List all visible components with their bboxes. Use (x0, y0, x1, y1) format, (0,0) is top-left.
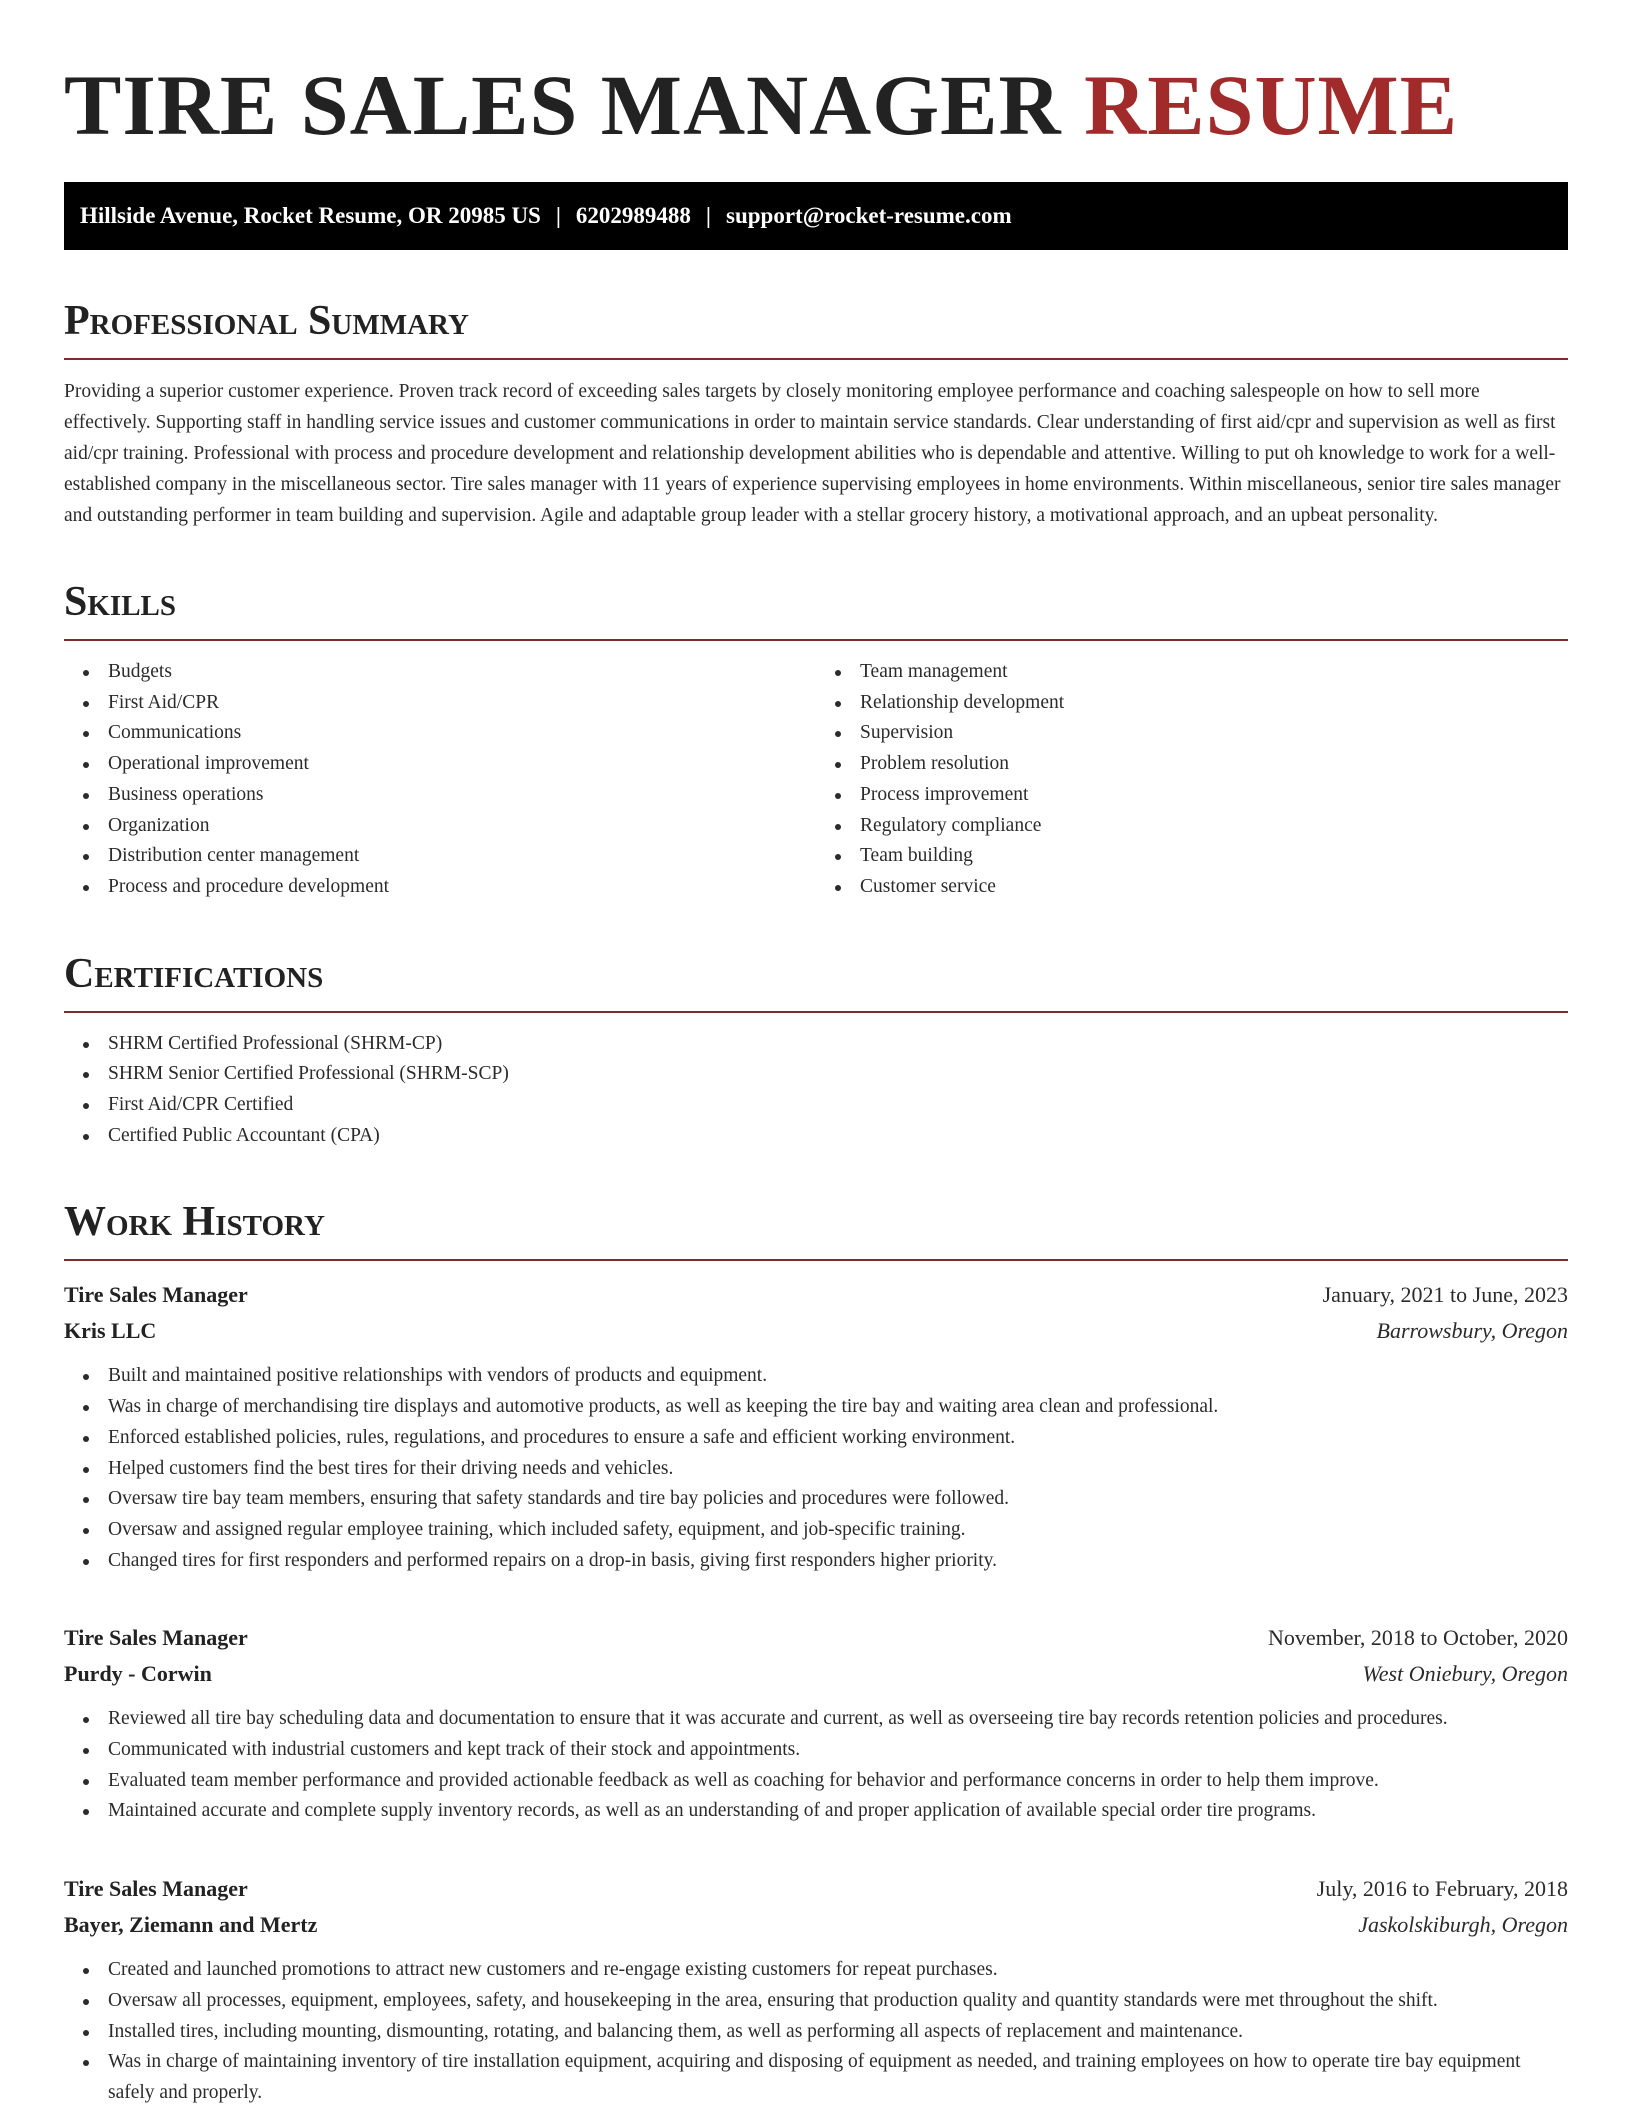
certification-item: SHRM Certified Professional (SHRM-CP) (64, 1029, 1568, 1060)
resume-title (64, 57, 1568, 153)
job-duties (64, 1361, 1568, 1576)
skill-item: Process and procedure development (64, 872, 816, 903)
contact-separator: | (555, 203, 561, 228)
job-duty-item: Maintained accurate and complete supply inventory records, as well as an understanding of and proper application of available special order tire programs. (64, 1796, 1568, 1827)
title-accent: RESUME (1084, 57, 1459, 153)
job-company: Kris LLC (64, 1318, 157, 1344)
title-main: TIRE SALES MANAGER (64, 57, 1062, 153)
skill-item: Operational improvement (64, 749, 816, 780)
skill-item: Budgets (64, 657, 816, 688)
job-duty-item: Was in charge of merchandising tire displays and automotive products, as well as keeping the tire bay and waiting area clean and professional. (64, 1392, 1568, 1423)
job-duty-item: Installed tires, including mounting, dismounting, rotating, and balancing them, as well as performing all aspects of replacement and maintenance. (64, 2017, 1568, 2048)
job-duty-item: Oversaw tire bay team members, ensuring that safety standards and tire bay policies and procedures were followed. (64, 1484, 1568, 1515)
work-history-heading: Work History (64, 1199, 325, 1246)
contact-address: Hillside Avenue, Rocket Resume, OR 20985 US (80, 203, 541, 228)
contact-email: support@rocket-resume.com (726, 203, 1012, 228)
section-divider (64, 639, 1568, 641)
certifications-section (64, 950, 1568, 1152)
skill-item: Process improvement (816, 780, 1568, 811)
certification-item: SHRM Senior Certified Professional (SHRM-SCP) (64, 1059, 1568, 1090)
section-divider (64, 358, 1568, 360)
certification-item: First Aid/CPR Certified (64, 1090, 1568, 1121)
contact-bar (64, 182, 1568, 250)
job-subheader (64, 1656, 1568, 1692)
skill-item: First Aid/CPR (64, 688, 816, 719)
job-entry (64, 1277, 1568, 1576)
job-company: Purdy - Corwin (64, 1661, 212, 1687)
job-duty-item: Helped customers find the best tires for their driving needs and vehicles. (64, 1454, 1568, 1485)
skill-item: Team building (816, 841, 1568, 872)
skill-item: Business operations (64, 780, 816, 811)
skills-column-right (816, 657, 1568, 903)
summary-heading: Professional Summary (64, 298, 469, 344)
job-location: Jaskolskiburgh, Oregon (1358, 1912, 1568, 1938)
job-subheader (64, 1907, 1568, 1943)
skill-item: Organization (64, 811, 816, 842)
job-duties (64, 1955, 1568, 2109)
certifications-heading: Certifications (64, 950, 324, 997)
contact-phone: 6202989488 (575, 203, 691, 228)
skill-item: Regulatory compliance (816, 811, 1568, 842)
job-duty-item: Was in charge of maintaining inventory of tire installation equipment, acquiring and disposing of equipment as needed, and training employees on how to operate tire bay equipment safely and properly. (64, 2047, 1568, 2108)
skills-heading: Skills (64, 579, 177, 625)
job-entry (64, 1620, 1568, 1827)
section-divider (64, 1011, 1568, 1013)
job-location: West Oniebury, Oregon (1362, 1661, 1568, 1687)
job-title: Tire Sales Manager (64, 1282, 248, 1308)
skills-grid (64, 657, 1568, 903)
skills-list-right (816, 657, 1568, 903)
job-title: Tire Sales Manager (64, 1625, 248, 1651)
job-duty-item: Reviewed all tire bay scheduling data and documentation to ensure that it was accurate and current, as well as overseeing tire bay records retention policies and procedures. (64, 1704, 1568, 1735)
skill-item: Customer service (816, 872, 1568, 903)
skill-item: Distribution center management (64, 841, 816, 872)
job-duty-item: Evaluated team member performance and provided actionable feedback as well as coaching for behavior and performance concerns in order to help them improve. (64, 1766, 1568, 1797)
job-duties (64, 1704, 1568, 1827)
job-dates: January, 2021 to June, 2023 (1322, 1282, 1568, 1308)
job-duty-item: Created and launched promotions to attract new customers and re-engage existing customers for repeat purchases. (64, 1955, 1568, 1986)
job-duty-item: Built and maintained positive relationships with vendors of products and equipment. (64, 1361, 1568, 1392)
skill-item: Relationship development (816, 688, 1568, 719)
job-company: Bayer, Ziemann and Mertz (64, 1912, 318, 1938)
job-subheader (64, 1313, 1568, 1349)
section-divider (64, 1259, 1568, 1261)
skills-column-left (64, 657, 816, 903)
skills-list-left (64, 657, 816, 903)
skills-section (64, 581, 1568, 903)
skill-item: Communications (64, 718, 816, 749)
job-duty-item: Oversaw all processes, equipment, employees, safety, and housekeeping in the area, ensuring that production quality and quantity standards were met throughout the shift. (64, 1986, 1568, 2017)
job-entry (64, 1871, 1568, 2109)
skill-item: Team management (816, 657, 1568, 688)
job-dates: November, 2018 to October, 2020 (1267, 1625, 1568, 1651)
job-title: Tire Sales Manager (64, 1876, 248, 1902)
job-header (64, 1620, 1568, 1656)
job-location: Barrowsbury, Oregon (1376, 1318, 1568, 1344)
skill-item: Supervision (816, 718, 1568, 749)
certification-item: Certified Public Accountant (CPA) (64, 1121, 1568, 1152)
job-header (64, 1871, 1568, 1907)
job-dates: July, 2016 to February, 2018 (1316, 1876, 1568, 1902)
job-duty-item: Enforced established policies, rules, regulations, and procedures to ensure a safe and efficient working environment. (64, 1423, 1568, 1454)
certifications-list (64, 1029, 1568, 1152)
summary-text: Providing a superior customer experience. Proven track record of exceeding sales targets by closely monitoring employee performance and coaching salespeople on how to sell more effectively. Supporting staff in handling service issues and customer communications in order to maintain service standards. Clear understanding of first aid/cpr and supervision as well as first aid/cpr training. Professional with process and procedure development and relationship development abilities who is dependable and attentive. Willing to put oh knowledge to work for a well-established company in the miscellaneous sector. Tire sales manager with 11 years of experience supervising employees in home environments. Within miscellaneous, senior tire sales manager and outstanding performer in team building and supervision. Agile and adaptable group leader with a stellar grocery history, a motivational approach, and an upbeat personality. (64, 381, 1561, 526)
contact-separator: | (705, 203, 711, 228)
work-history-section (64, 1201, 1568, 2108)
job-duty-item: Communicated with industrial customers and kept track of their stock and appointments. (64, 1735, 1568, 1766)
job-duty-item: Changed tires for first responders and performed repairs on a drop-in basis, giving first responders higher priority. (64, 1546, 1568, 1577)
skill-item: Problem resolution (816, 749, 1568, 780)
summary-section (64, 300, 1568, 531)
job-duty-item: Oversaw and assigned regular employee training, which included safety, equipment, and job-specific training. (64, 1515, 1568, 1546)
job-header (64, 1277, 1568, 1313)
